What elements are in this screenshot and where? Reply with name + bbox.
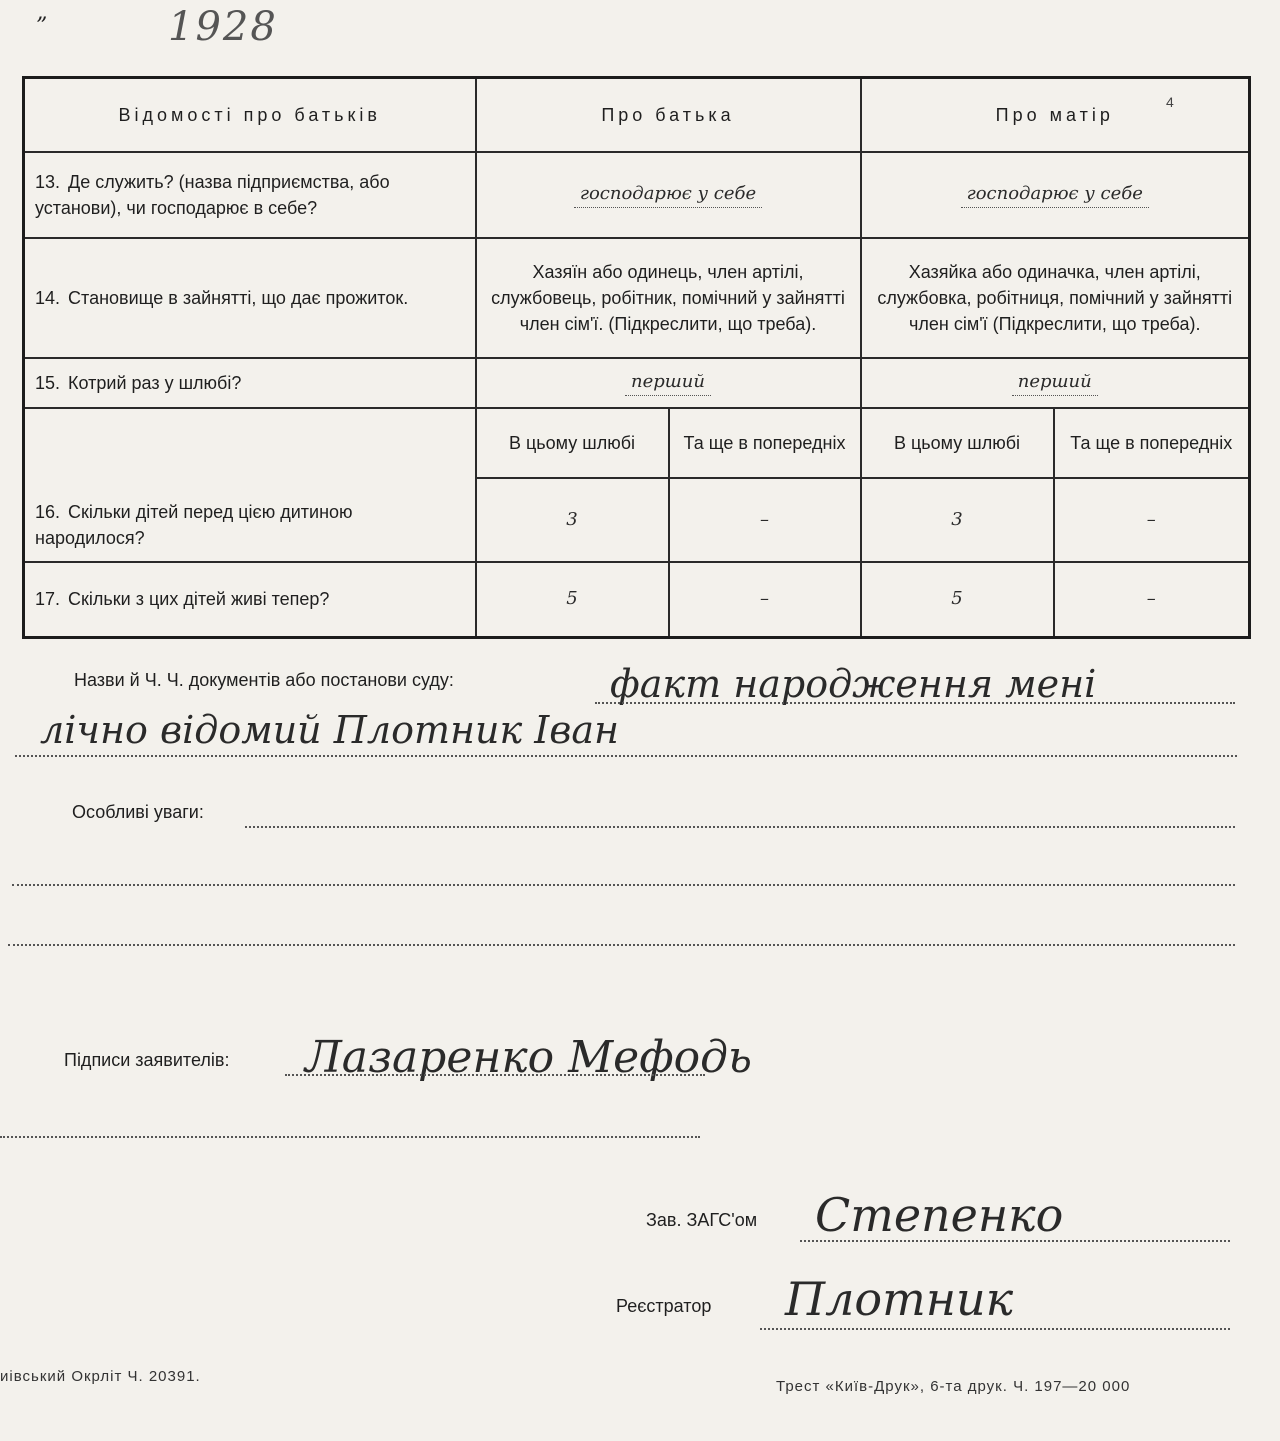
header-father: Про батька	[476, 78, 861, 152]
registrar-signature-line	[760, 1328, 1230, 1330]
mother-children-alive-this: 5	[861, 562, 1054, 638]
question-text: Скільки з цих дітей живі тепер?	[68, 589, 330, 610]
header-mother: Про матір	[861, 78, 1250, 152]
father-workplace-value: господарює у себе	[574, 181, 762, 208]
footer-printer-left: иівський Окрліт Ч. 20391.	[0, 1368, 201, 1385]
father-children-alive-this: 5	[476, 562, 669, 638]
question-text: Становище в зайнятті, що дає прожиток.	[68, 287, 409, 308]
documents-line-1	[595, 702, 1235, 704]
applicants-signature-line	[285, 1074, 705, 1076]
documents-handwritten-line1: факт народження мені	[610, 662, 1097, 706]
question-number: 13.	[35, 171, 61, 192]
question-text: Котрий раз у шлюбі?	[68, 372, 242, 393]
subheader-mother-previous: Та ще в попередніх	[1054, 408, 1250, 478]
mother-occupation-options: Хазяйка або одиначка, член артілі, службовка, робітниця, помічний у зайнятті член сім'ї (Підкреслити, що треба).	[861, 238, 1250, 358]
question-text: Де служить? (назва підприємства, або установи), чи господарює в себе?	[35, 171, 390, 218]
mother-children-alive-prev: –	[1054, 562, 1250, 638]
notes-line-1	[245, 826, 1235, 828]
question-15	[24, 358, 476, 408]
mother-marriage-count	[861, 358, 1250, 408]
head-zags-label: Зав. ЗАГС'ом	[646, 1210, 758, 1230]
notes-line-3	[8, 944, 1235, 946]
applicants-signature: Лазаренко Мефодь	[305, 1032, 752, 1083]
head-zags-signature: Степенко	[815, 1188, 1064, 1242]
mother-children-born-prev: –	[1054, 478, 1250, 562]
year-handwritten-note: 1928	[168, 4, 278, 50]
row-q17	[24, 562, 1250, 638]
notes-label: Особливі уваги:	[72, 802, 204, 822]
mother-workplace-value: господарює у себе	[961, 181, 1149, 208]
father-children-born-prev: –	[669, 478, 861, 562]
subheader-father-previous: Та ще в попередніх	[669, 408, 861, 478]
question-14	[24, 238, 476, 358]
subheader-mother-this-marriage: В цьому шлюбі	[861, 408, 1054, 478]
corner-mark: ”	[36, 14, 48, 39]
father-children-alive-prev: –	[669, 562, 861, 638]
question-number: 16.	[35, 501, 61, 522]
question-text: Скільки дітей перед цією дитиною народилося?	[35, 501, 353, 548]
father-marriage-count-value: перший	[625, 369, 711, 396]
documents-label: Назви й Ч. Ч. документів або постанови суду:	[74, 670, 454, 690]
question-number: 14.	[35, 287, 61, 308]
applicants-line-2	[0, 1136, 700, 1138]
father-workplace	[476, 152, 861, 238]
row-q16-subheaders	[24, 408, 1250, 478]
father-marriage-count	[476, 358, 861, 408]
row-q15	[24, 358, 1250, 408]
father-occupation-options: Хазяїн або одинець, член артілі, службовець, робітник, помічний у зайнятті член сім'ї. (Підкреслити, що треба).	[476, 238, 861, 358]
header-parents-info: Відомості про батьків	[24, 78, 476, 152]
documents-handwritten-line2: лічно відомий Плотник Іван	[40, 708, 620, 752]
head-zags-signature-line	[800, 1240, 1230, 1242]
question-13	[24, 152, 476, 238]
parents-info-table	[22, 76, 1251, 639]
page-number: 4	[1166, 94, 1174, 110]
mother-workplace	[861, 152, 1250, 238]
question-17	[24, 562, 476, 638]
question-number: 17.	[35, 589, 61, 610]
mother-children-born-this: 3	[861, 478, 1054, 562]
row-q14	[24, 238, 1250, 358]
row-q13	[24, 152, 1250, 238]
table-header-row	[24, 78, 1250, 152]
registrar-label: Реєстратор	[616, 1296, 712, 1316]
notes-line-2	[12, 884, 1235, 886]
question-16	[24, 408, 476, 562]
father-children-born-this: 3	[476, 478, 669, 562]
mother-marriage-count-value: перший	[1012, 369, 1098, 396]
footer-printer-right: Трест «Київ-Друк», 6-та друк. Ч. 197—20 000	[776, 1378, 1131, 1395]
documents-line-2	[15, 755, 1237, 757]
subheader-father-this-marriage: В цьому шлюбі	[476, 408, 669, 478]
question-number: 15.	[35, 372, 61, 393]
registrar-signature: Плотник	[785, 1272, 1014, 1326]
applicants-label: Підписи заявителів:	[64, 1050, 230, 1070]
